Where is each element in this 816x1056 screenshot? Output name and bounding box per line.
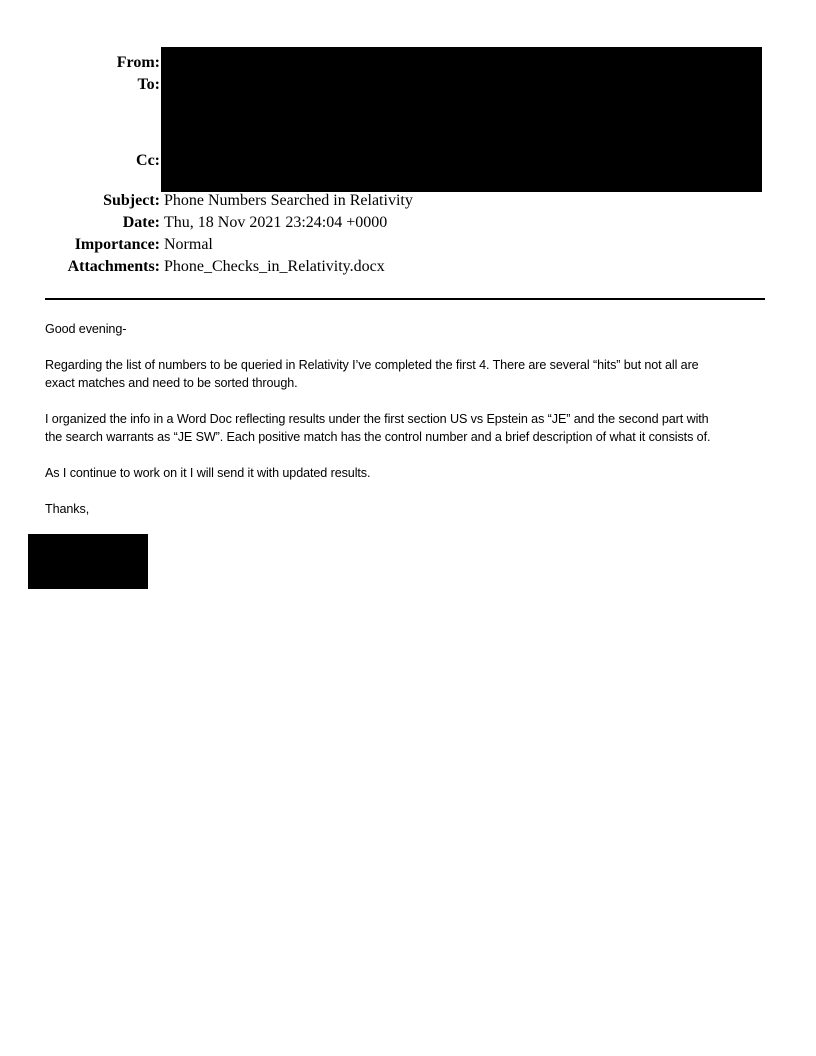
- from-label: From:: [116, 54, 160, 71]
- importance-value: Normal: [164, 236, 213, 253]
- header-divider: [45, 298, 765, 300]
- attachments-label: Attachments:: [67, 258, 160, 275]
- paragraph-1-line-2: exact matches and need to be sorted through.: [45, 376, 298, 390]
- attachments-value: Phone_Checks_in_Relativity.docx: [164, 258, 385, 275]
- to-label: To:: [137, 76, 160, 93]
- paragraph-1-line-1: Regarding the list of numbers to be queried in Relativity I’ve completed the first 4. There are several “hits” but not all are: [45, 358, 699, 372]
- importance-label: Importance:: [74, 236, 160, 253]
- subject-value: Phone Numbers Searched in Relativity: [164, 192, 413, 209]
- cc-label: Cc:: [136, 152, 160, 169]
- closing: Thanks,: [45, 502, 90, 516]
- paragraph-2-line-1: I organized the info in a Word Doc reflecting results under the first section US vs Epstein as “JE” and the second part with: [45, 412, 709, 426]
- subject-label: Subject:: [103, 192, 160, 209]
- greeting: Good evening-: [45, 322, 127, 336]
- date-value: Thu, 18 Nov 2021 23:24:04 +0000: [164, 214, 388, 231]
- paragraph-3: As I continue to work on it I will send it with updated results.: [45, 466, 371, 480]
- paragraph-2-line-2: the search warrants as “JE SW”. Each positive match has the control number and a brief description of what it consists of.: [45, 430, 711, 444]
- header-redaction-block: [161, 47, 762, 192]
- date-label: Date:: [122, 214, 160, 231]
- signature-redaction-block: [28, 534, 148, 589]
